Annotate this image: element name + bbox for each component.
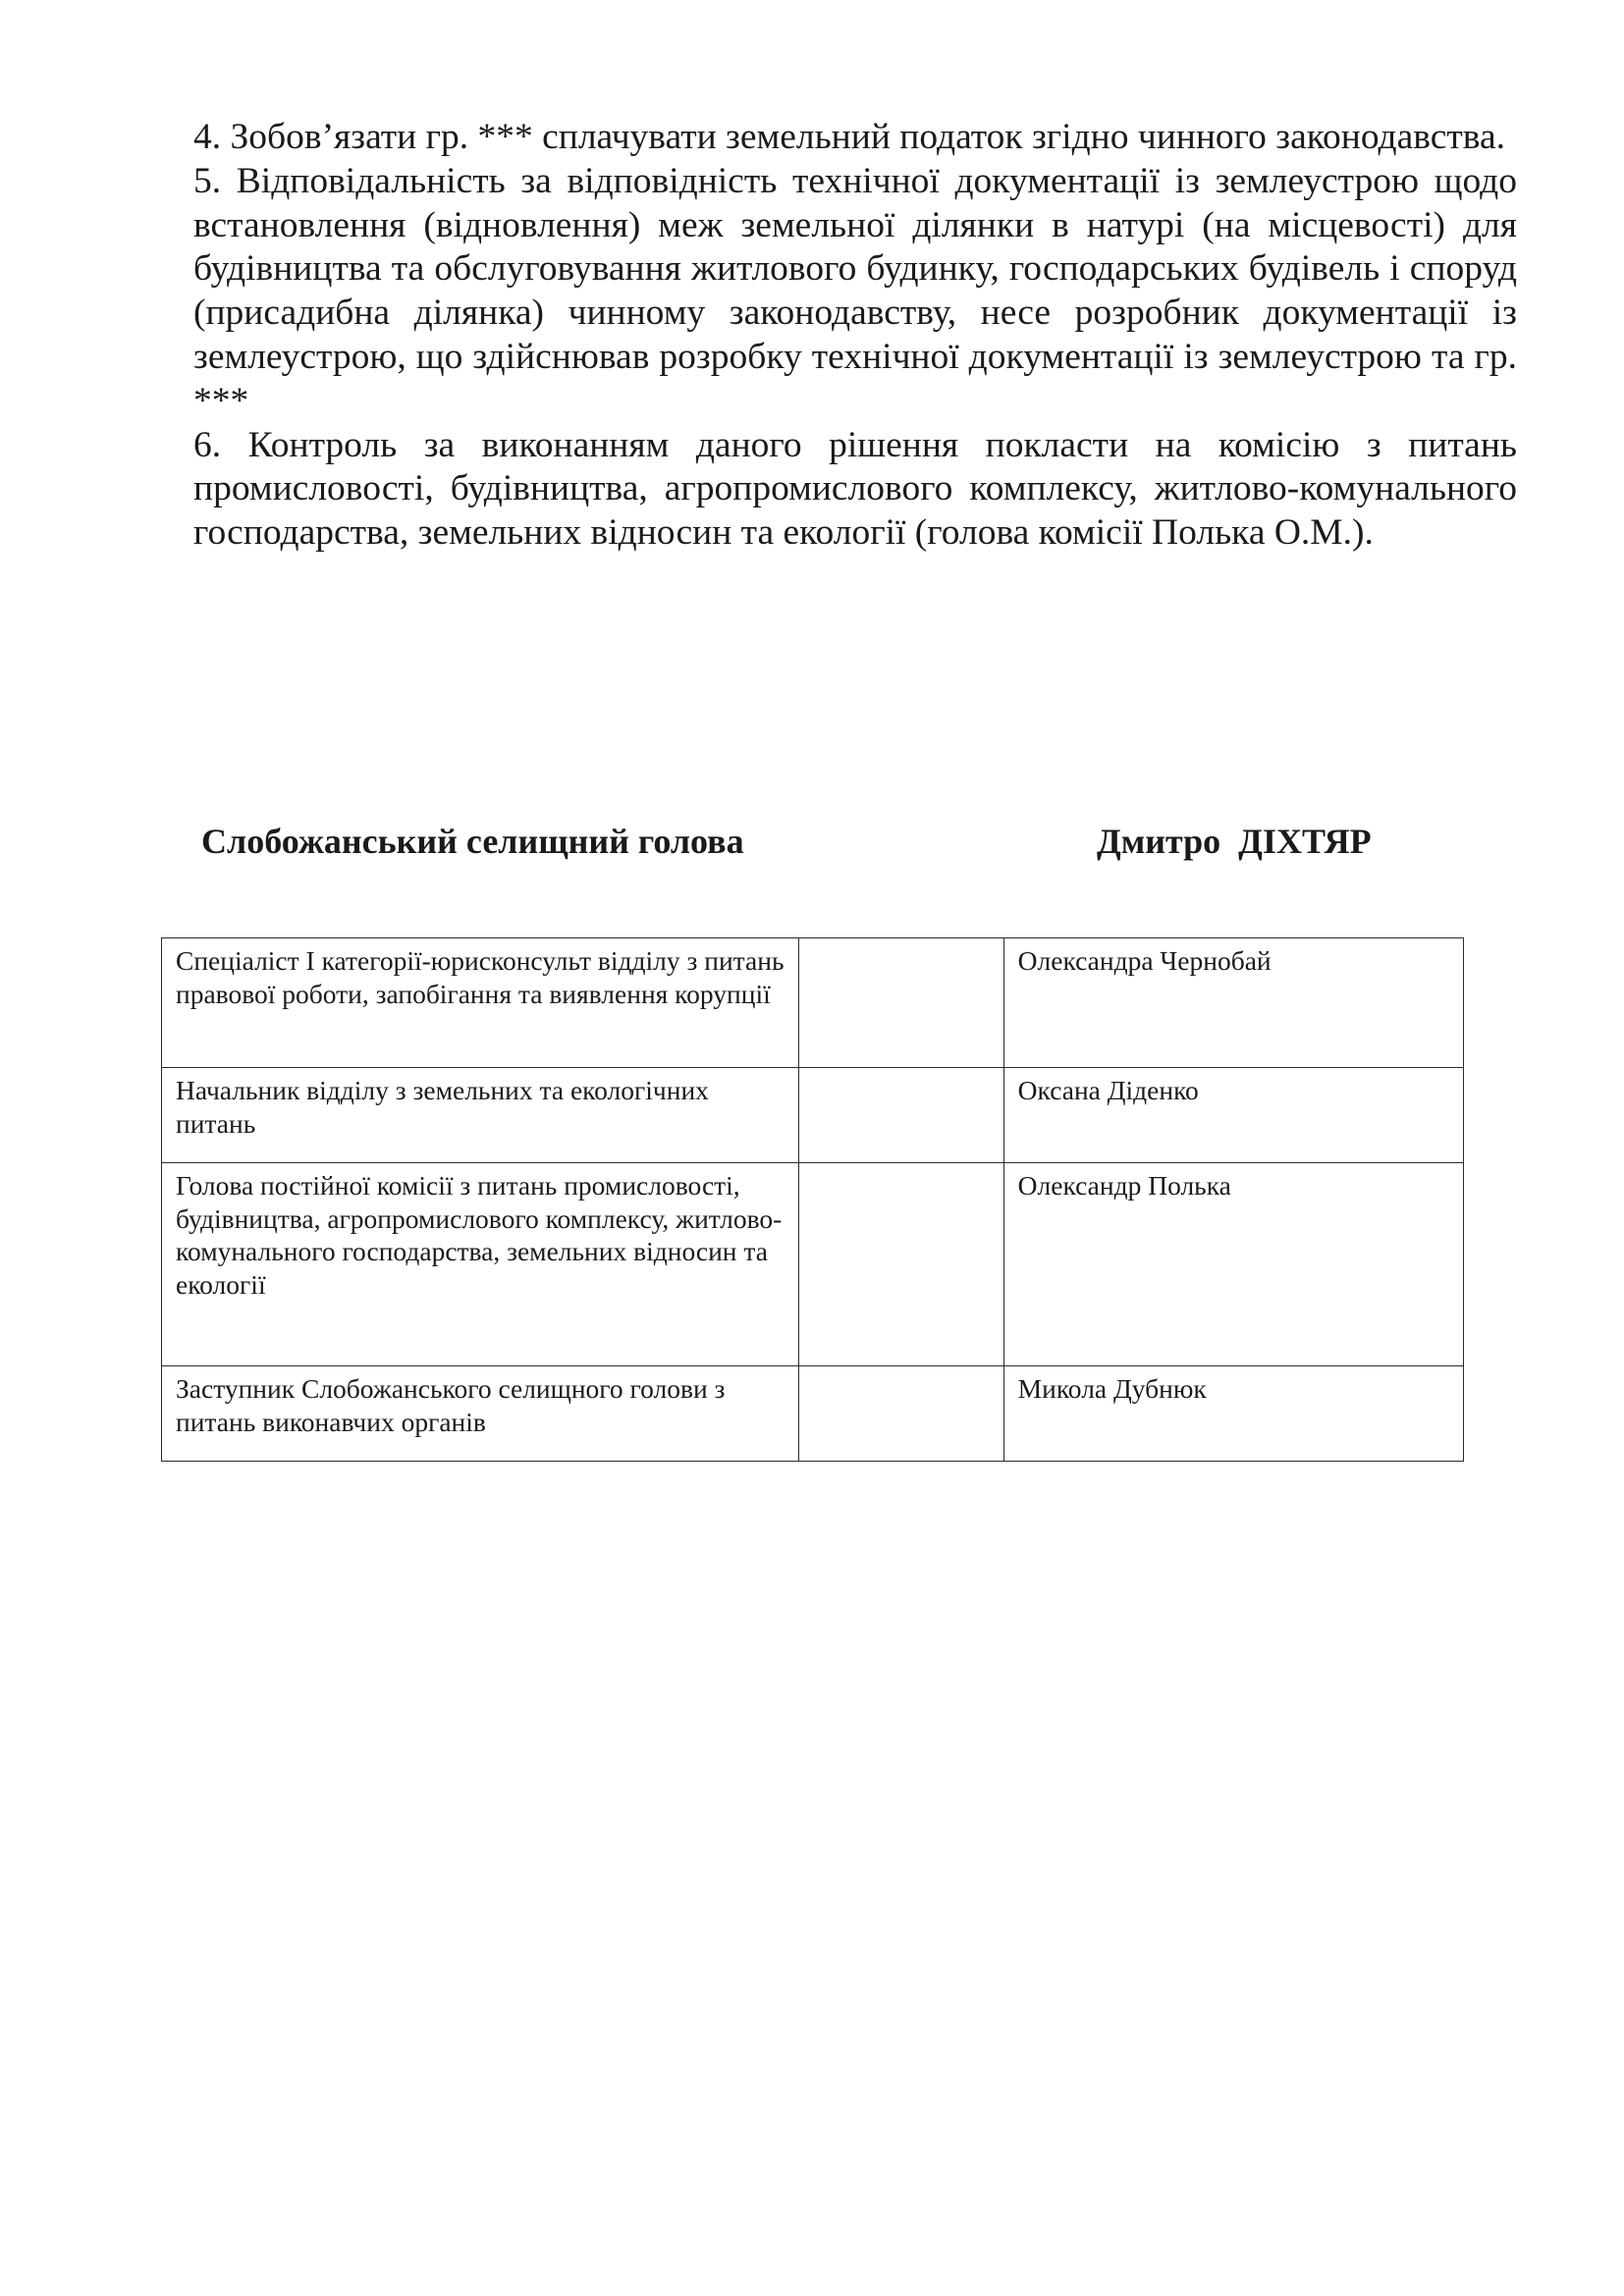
paragraph-item-4: 4. Зобов’язати гр. *** сплачувати земельний податок згідно чинного законодавства. bbox=[193, 117, 1505, 157]
signatory-title: Слобожанський селищний голова bbox=[201, 822, 744, 861]
approver-position: Начальник відділу з земельних та екологічних питань bbox=[162, 1068, 799, 1163]
paragraph-item-6: 6. Контроль за виконанням даного рішення покласти на комісію з питань промисловості, будівництва, агропромислового комплексу, житлово-комунального господарства, земельних відносин та екології (голова комісії Полька О.М.). bbox=[193, 424, 1517, 554]
table-row bbox=[162, 1366, 1464, 1462]
approver-name: Олександр Полька bbox=[1003, 1163, 1463, 1366]
approver-position: Голова постійної комісії з питань промисловості, будівництва, агропромислового комплексу, житлово-комунального господарства, земельних відносин та екології bbox=[162, 1163, 799, 1366]
approval-table bbox=[161, 937, 1464, 1462]
table-row bbox=[162, 1068, 1464, 1163]
signatory-name: Дмитро ДІХТЯР bbox=[1097, 822, 1372, 861]
approver-signature-cell bbox=[799, 1366, 1004, 1462]
table-row bbox=[162, 1163, 1464, 1366]
paragraph-item-5: 5. Відповідальність за відповідність технічної документації із землеустрою щодо встановлення (відновлення) меж земельної ділянки в натурі (на місцевості) для будівництва та обслуговування житлового будинку, господарських будівель і споруд (присадибна ділянка) чинному законодавству, несе розробник документації із землеустрою, що здійснював розробку технічної документації із землеустрою та гр. *** bbox=[193, 160, 1517, 421]
approver-signature-cell bbox=[799, 1068, 1004, 1163]
approver-signature-cell bbox=[799, 938, 1004, 1068]
approver-name: Олександра Чернобай bbox=[1003, 938, 1463, 1068]
approver-name: Оксана Діденко bbox=[1003, 1068, 1463, 1163]
approver-position: Заступник Слобожанського селищного голови з питань виконавчих органів bbox=[162, 1366, 799, 1462]
approver-position: Спеціаліст І категорії-юрисконсульт відділу з питань правової роботи, запобігання та виявлення корупції bbox=[162, 938, 799, 1068]
table-row bbox=[162, 938, 1464, 1068]
approver-signature-cell bbox=[799, 1163, 1004, 1366]
resolution-body bbox=[193, 116, 1517, 556]
approver-name: Микола Дубнюк bbox=[1003, 1366, 1463, 1462]
